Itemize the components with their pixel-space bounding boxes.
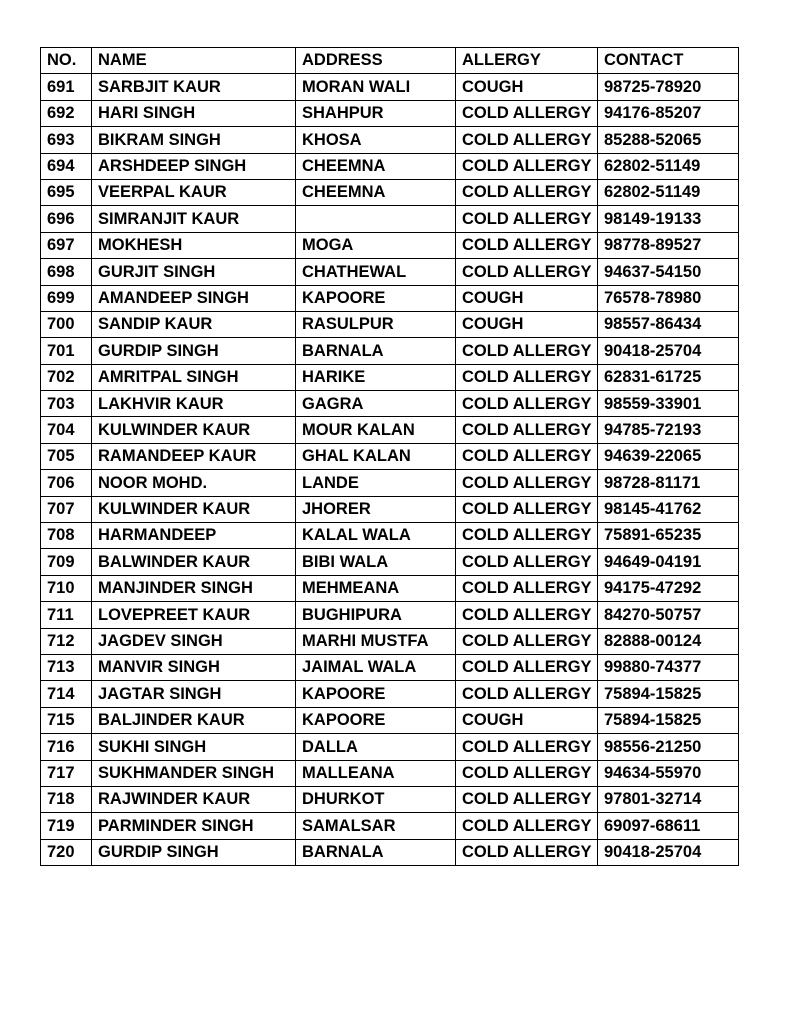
table-body [41, 74, 739, 866]
cell-contact: 90418-25704 [598, 839, 739, 865]
cell-allergy: COLD ALLERGY [456, 391, 598, 417]
cell-address: HARIKE [296, 364, 456, 390]
cell-contact: 94649-04191 [598, 549, 739, 575]
cell-no: 713 [41, 654, 92, 680]
cell-address: DALLA [296, 734, 456, 760]
cell-address: SHAHPUR [296, 100, 456, 126]
cell-address: BIBI WALA [296, 549, 456, 575]
table-row [41, 496, 739, 522]
cell-allergy: COLD ALLERGY [456, 470, 598, 496]
cell-name: BALJINDER KAUR [92, 707, 296, 733]
cell-contact: 94634-55970 [598, 760, 739, 786]
cell-contact: 62831-61725 [598, 364, 739, 390]
cell-allergy: COUGH [456, 707, 598, 733]
cell-allergy: COLD ALLERGY [456, 417, 598, 443]
cell-allergy: COLD ALLERGY [456, 259, 598, 285]
cell-contact: 85288-52065 [598, 127, 739, 153]
cell-no: 716 [41, 734, 92, 760]
cell-no: 703 [41, 391, 92, 417]
cell-allergy: COLD ALLERGY [456, 523, 598, 549]
cell-address: MOUR KALAN [296, 417, 456, 443]
cell-address: KHOSA [296, 127, 456, 153]
cell-no: 711 [41, 602, 92, 628]
cell-address: SAMALSAR [296, 813, 456, 839]
cell-address: MOGA [296, 232, 456, 258]
cell-no: 709 [41, 549, 92, 575]
cell-no: 694 [41, 153, 92, 179]
cell-name: RAJWINDER KAUR [92, 786, 296, 812]
cell-address: KALAL WALA [296, 523, 456, 549]
table-header-row [41, 48, 739, 74]
cell-allergy: COLD ALLERGY [456, 232, 598, 258]
cell-name: SUKHI SINGH [92, 734, 296, 760]
cell-contact: 75894-15825 [598, 681, 739, 707]
cell-address [296, 206, 456, 232]
cell-no: 700 [41, 311, 92, 337]
cell-name: RAMANDEEP KAUR [92, 443, 296, 469]
table-row [41, 734, 739, 760]
column-header-no: NO. [41, 48, 92, 74]
cell-address: JAIMAL WALA [296, 654, 456, 680]
cell-name: JAGDEV SINGH [92, 628, 296, 654]
table-row [41, 470, 739, 496]
cell-no: 695 [41, 179, 92, 205]
cell-address: KAPOORE [296, 707, 456, 733]
table-row [41, 206, 739, 232]
cell-name: AMRITPAL SINGH [92, 364, 296, 390]
cell-allergy: COLD ALLERGY [456, 760, 598, 786]
cell-no: 708 [41, 523, 92, 549]
cell-name: MANVIR SINGH [92, 654, 296, 680]
table-row [41, 760, 739, 786]
cell-allergy: COUGH [456, 74, 598, 100]
cell-contact: 76578-78980 [598, 285, 739, 311]
column-header-address: ADDRESS [296, 48, 456, 74]
cell-no: 712 [41, 628, 92, 654]
cell-contact: 82888-00124 [598, 628, 739, 654]
cell-address: LANDE [296, 470, 456, 496]
cell-contact: 94175-47292 [598, 575, 739, 601]
cell-name: LOVEPREET KAUR [92, 602, 296, 628]
cell-no: 691 [41, 74, 92, 100]
cell-allergy: COLD ALLERGY [456, 786, 598, 812]
table-row [41, 259, 739, 285]
cell-allergy: COLD ALLERGY [456, 549, 598, 575]
cell-name: NOOR MOHD. [92, 470, 296, 496]
cell-contact: 98778-89527 [598, 232, 739, 258]
table-row [41, 707, 739, 733]
cell-address: MALLEANA [296, 760, 456, 786]
cell-no: 697 [41, 232, 92, 258]
cell-address: GHAL KALAN [296, 443, 456, 469]
cell-allergy: COUGH [456, 311, 598, 337]
table-row [41, 74, 739, 100]
table-row [41, 681, 739, 707]
cell-name: MANJINDER SINGH [92, 575, 296, 601]
cell-address: GAGRA [296, 391, 456, 417]
cell-name: BIKRAM SINGH [92, 127, 296, 153]
cell-address: CHEEMNA [296, 153, 456, 179]
table-row [41, 153, 739, 179]
cell-name: GURJIT SINGH [92, 259, 296, 285]
cell-address: MEHMEANA [296, 575, 456, 601]
table-row [41, 338, 739, 364]
cell-name: HARI SINGH [92, 100, 296, 126]
cell-contact: 98145-41762 [598, 496, 739, 522]
table-row [41, 311, 739, 337]
cell-address: BUGHIPURA [296, 602, 456, 628]
cell-no: 715 [41, 707, 92, 733]
column-header-contact: CONTACT [598, 48, 739, 74]
cell-address: CHATHEWAL [296, 259, 456, 285]
cell-contact: 90418-25704 [598, 338, 739, 364]
table-row [41, 839, 739, 865]
cell-allergy: COLD ALLERGY [456, 443, 598, 469]
cell-address: MARHI MUSTFA [296, 628, 456, 654]
cell-allergy: COLD ALLERGY [456, 100, 598, 126]
cell-allergy: COLD ALLERGY [456, 602, 598, 628]
cell-contact: 94785-72193 [598, 417, 739, 443]
document-page [40, 47, 739, 866]
cell-no: 714 [41, 681, 92, 707]
cell-address: BARNALA [296, 338, 456, 364]
cell-name: SANDIP KAUR [92, 311, 296, 337]
patient-records-table [40, 47, 739, 866]
cell-no: 696 [41, 206, 92, 232]
cell-allergy: COLD ALLERGY [456, 654, 598, 680]
table-row [41, 391, 739, 417]
cell-no: 702 [41, 364, 92, 390]
cell-contact: 97801-32714 [598, 786, 739, 812]
cell-contact: 98149-19133 [598, 206, 739, 232]
cell-name: GURDIP SINGH [92, 338, 296, 364]
table-row [41, 443, 739, 469]
cell-contact: 75894-15825 [598, 707, 739, 733]
table-row [41, 285, 739, 311]
cell-address: DHURKOT [296, 786, 456, 812]
cell-allergy: COLD ALLERGY [456, 575, 598, 601]
cell-name: VEERPAL KAUR [92, 179, 296, 205]
cell-no: 699 [41, 285, 92, 311]
cell-contact: 94176-85207 [598, 100, 739, 126]
cell-contact: 75891-65235 [598, 523, 739, 549]
table-row [41, 549, 739, 575]
cell-allergy: COLD ALLERGY [456, 127, 598, 153]
cell-allergy: COLD ALLERGY [456, 734, 598, 760]
table-row [41, 786, 739, 812]
table-row [41, 417, 739, 443]
cell-address: BARNALA [296, 839, 456, 865]
cell-no: 720 [41, 839, 92, 865]
cell-contact: 98725-78920 [598, 74, 739, 100]
cell-allergy: COLD ALLERGY [456, 338, 598, 364]
cell-name: GURDIP SINGH [92, 839, 296, 865]
cell-name: KULWINDER KAUR [92, 496, 296, 522]
table-row [41, 575, 739, 601]
cell-name: SUKHMANDER SINGH [92, 760, 296, 786]
table-row [41, 813, 739, 839]
table-row [41, 364, 739, 390]
table-row [41, 602, 739, 628]
cell-no: 707 [41, 496, 92, 522]
cell-name: SIMRANJIT KAUR [92, 206, 296, 232]
column-header-name: NAME [92, 48, 296, 74]
cell-allergy: COLD ALLERGY [456, 496, 598, 522]
cell-contact: 98557-86434 [598, 311, 739, 337]
cell-contact: 69097-68611 [598, 813, 739, 839]
cell-name: JAGTAR SINGH [92, 681, 296, 707]
cell-name: MOKHESH [92, 232, 296, 258]
cell-name: ARSHDEEP SINGH [92, 153, 296, 179]
cell-contact: 99880-74377 [598, 654, 739, 680]
cell-allergy: COLD ALLERGY [456, 179, 598, 205]
cell-name: BALWINDER KAUR [92, 549, 296, 575]
cell-name: LAKHVIR KAUR [92, 391, 296, 417]
cell-allergy: COLD ALLERGY [456, 364, 598, 390]
cell-allergy: COUGH [456, 285, 598, 311]
cell-no: 705 [41, 443, 92, 469]
cell-contact: 98728-81171 [598, 470, 739, 496]
cell-allergy: COLD ALLERGY [456, 813, 598, 839]
cell-name: HARMANDEEP [92, 523, 296, 549]
table-row [41, 654, 739, 680]
table-row [41, 232, 739, 258]
table-row [41, 523, 739, 549]
cell-contact: 84270-50757 [598, 602, 739, 628]
cell-address: CHEEMNA [296, 179, 456, 205]
cell-address: KAPOORE [296, 681, 456, 707]
cell-name: SARBJIT KAUR [92, 74, 296, 100]
cell-allergy: COLD ALLERGY [456, 206, 598, 232]
column-header-allergy: ALLERGY [456, 48, 598, 74]
cell-address: MORAN WALI [296, 74, 456, 100]
cell-name: KULWINDER KAUR [92, 417, 296, 443]
cell-no: 706 [41, 470, 92, 496]
table-row [41, 100, 739, 126]
cell-contact: 62802-51149 [598, 153, 739, 179]
cell-no: 717 [41, 760, 92, 786]
cell-address: KAPOORE [296, 285, 456, 311]
cell-no: 692 [41, 100, 92, 126]
cell-no: 719 [41, 813, 92, 839]
cell-contact: 94637-54150 [598, 259, 739, 285]
cell-name: PARMINDER SINGH [92, 813, 296, 839]
cell-no: 698 [41, 259, 92, 285]
cell-contact: 98559-33901 [598, 391, 739, 417]
cell-allergy: COLD ALLERGY [456, 153, 598, 179]
table-row [41, 628, 739, 654]
cell-no: 718 [41, 786, 92, 812]
cell-no: 693 [41, 127, 92, 153]
cell-no: 701 [41, 338, 92, 364]
table-row [41, 179, 739, 205]
cell-name: AMANDEEP SINGH [92, 285, 296, 311]
cell-contact: 94639-22065 [598, 443, 739, 469]
cell-contact: 62802-51149 [598, 179, 739, 205]
cell-address: RASULPUR [296, 311, 456, 337]
cell-contact: 98556-21250 [598, 734, 739, 760]
cell-allergy: COLD ALLERGY [456, 681, 598, 707]
cell-allergy: COLD ALLERGY [456, 839, 598, 865]
cell-no: 710 [41, 575, 92, 601]
cell-no: 704 [41, 417, 92, 443]
cell-allergy: COLD ALLERGY [456, 628, 598, 654]
cell-address: JHORER [296, 496, 456, 522]
table-row [41, 127, 739, 153]
